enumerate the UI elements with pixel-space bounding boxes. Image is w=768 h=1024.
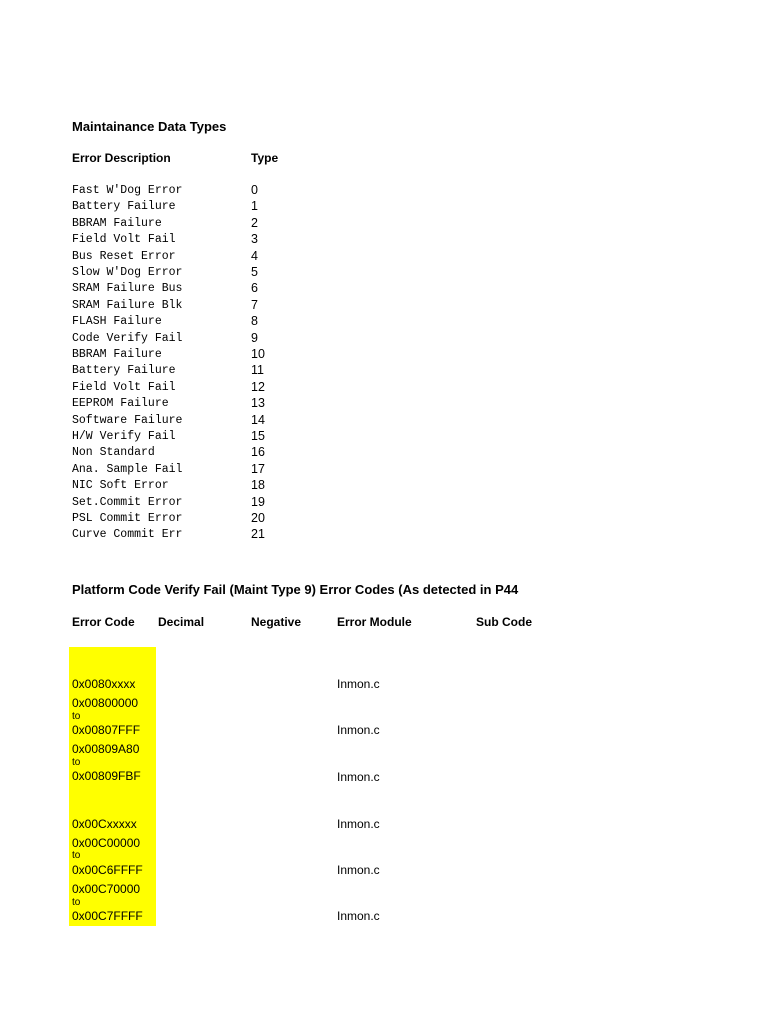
range-to: to <box>72 757 81 768</box>
error-type: 6 <box>251 281 258 295</box>
error-code-to: 0x00C6FFFF <box>72 863 143 877</box>
error-type: 16 <box>251 445 265 459</box>
error-description: NIC Soft Error <box>72 479 169 492</box>
error-description: H/W Verify Fail <box>72 430 176 443</box>
error-description: SRAM Failure Blk <box>72 299 183 312</box>
error-code: 0x00Cxxxxx <box>72 817 137 831</box>
error-type: 20 <box>251 511 265 525</box>
range-to: to <box>72 897 81 908</box>
error-module: Inmon.c <box>337 770 380 784</box>
error-code-to: 0x00807FFF <box>72 723 141 737</box>
error-module: Inmon.c <box>337 677 380 691</box>
error-module: Inmon.c <box>337 817 380 831</box>
error-description: Slow W'Dog Error <box>72 266 183 279</box>
error-description: Curve Commit Err <box>72 528 183 541</box>
error-description: Field Volt Fail <box>72 381 176 394</box>
col-error-code: Error Code <box>72 615 135 629</box>
error-code: 0x0080xxxx <box>72 677 136 691</box>
error-description: Software Failure <box>72 414 183 427</box>
col-sub-code: Sub Code <box>476 615 532 629</box>
error-type: 18 <box>251 478 265 492</box>
error-description: Bus Reset Error <box>72 250 176 263</box>
error-description: EEPROM Failure <box>72 397 169 410</box>
error-module: Inmon.c <box>337 863 380 877</box>
error-code-from: 0x00C00000 <box>72 836 141 850</box>
error-description: PSL Commit Error <box>72 512 183 525</box>
error-type: 3 <box>251 232 258 246</box>
error-description: FLASH Failure <box>72 315 162 328</box>
error-type: 14 <box>251 413 265 427</box>
error-module: Inmon.c <box>337 909 380 923</box>
error-description: BBRAM Failure <box>72 348 162 361</box>
error-type: 17 <box>251 462 265 476</box>
error-description: BBRAM Failure <box>72 217 162 230</box>
error-type: 8 <box>251 314 258 328</box>
platform-title: Platform Code Verify Fail (Maint Type 9) Error Codes (As detected in P44 <box>72 582 519 597</box>
error-code-from: 0x00800000 <box>72 696 139 710</box>
error-type: 11 <box>251 363 264 377</box>
col-negative: Negative <box>251 615 302 629</box>
error-type: 21 <box>251 527 265 541</box>
error-description: Set.Commit Error <box>72 496 183 509</box>
error-description: Fast W'Dog Error <box>72 184 183 197</box>
error-code-from: 0x00809A80 <box>72 742 140 756</box>
maint-title: Maintainance Data Types <box>72 119 227 134</box>
error-type: 1 <box>251 199 258 213</box>
range-to: to <box>72 711 81 722</box>
error-description: Battery Failure <box>72 200 176 213</box>
error-type: 5 <box>251 265 258 279</box>
error-description: Battery Failure <box>72 364 176 377</box>
error-description: Code Verify Fail <box>72 332 183 345</box>
error-code-to: 0x00809FBF <box>72 769 141 783</box>
error-module: Inmon.c <box>337 723 380 737</box>
error-type: 15 <box>251 429 265 443</box>
col-error-module: Error Module <box>337 615 412 629</box>
col-decimal: Decimal <box>158 615 205 629</box>
error-type: 7 <box>251 298 258 312</box>
error-code-from: 0x00C70000 <box>72 882 141 896</box>
error-type: 10 <box>251 347 265 361</box>
range-to: to <box>72 850 81 861</box>
error-code-to: 0x00C7FFFF <box>72 909 143 923</box>
col-type: Type <box>251 151 279 165</box>
error-description: SRAM Failure Bus <box>72 282 183 295</box>
error-type: 4 <box>251 249 258 263</box>
col-error-description: Error Description <box>72 151 171 165</box>
error-description: Field Volt Fail <box>72 233 176 246</box>
error-description: Ana. Sample Fail <box>72 463 183 476</box>
error-type: 12 <box>251 380 265 394</box>
error-type: 13 <box>251 396 265 410</box>
error-description: Non Standard <box>72 446 155 459</box>
error-type: 19 <box>251 495 265 509</box>
error-type: 2 <box>251 216 258 230</box>
error-type: 0 <box>251 183 258 197</box>
error-type: 9 <box>251 331 258 345</box>
